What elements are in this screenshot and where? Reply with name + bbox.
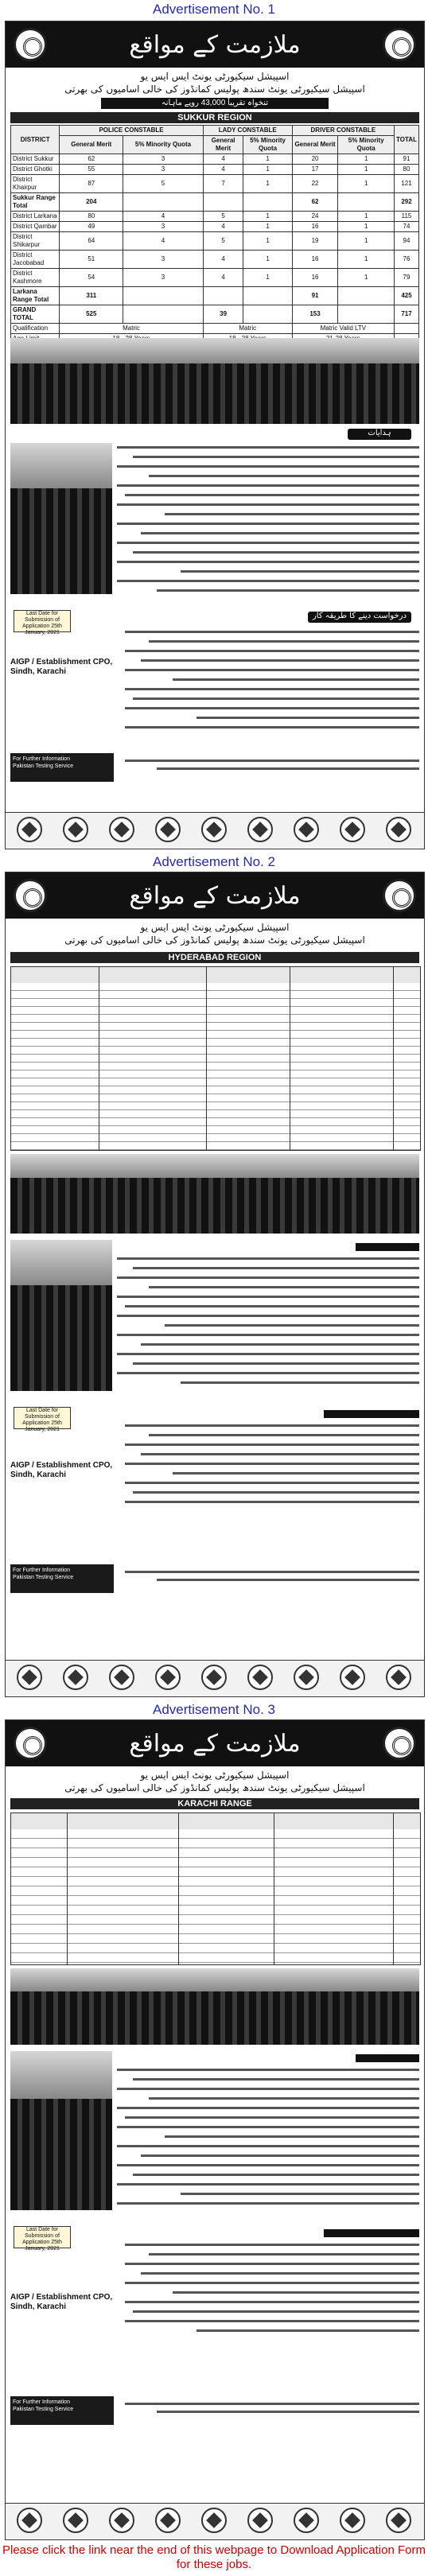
table-cell	[243, 305, 292, 324]
badge-strip	[6, 1660, 424, 1696]
urdu-subtitle-1: اسپیشل سیکیورٹی یونٹ ایس ایس یو	[140, 922, 290, 933]
pts-name: Pakistan Testing Service	[13, 1575, 74, 1580]
badge-icon	[340, 817, 365, 842]
table-cell: 3	[123, 165, 203, 175]
table-cell: 115	[395, 212, 419, 222]
table-cell	[338, 193, 395, 212]
table-cell: 3	[123, 154, 203, 165]
sub-general-merit: General Merit	[292, 136, 338, 154]
table-cell	[338, 287, 395, 305]
table-cell: 7	[203, 175, 243, 193]
table-cell	[203, 287, 243, 305]
table-row	[11, 175, 419, 193]
table-cell	[338, 305, 395, 324]
table-cell: Sukkur Range Total	[11, 193, 60, 212]
badge-icon	[109, 2508, 134, 2533]
table-cell: 204	[60, 193, 123, 212]
pts-name: Pakistan Testing Service	[13, 763, 74, 769]
badge-strip	[6, 2503, 424, 2539]
table-cell: 4	[123, 212, 203, 222]
pts-info	[10, 1564, 114, 1593]
apply-text	[125, 2226, 419, 2353]
banner-title: ملازمت کے مواقع	[129, 881, 301, 910]
table-cell: 4	[203, 222, 243, 232]
table-cell: District Sukkur	[11, 154, 60, 165]
badge-strip	[6, 812, 424, 848]
table-cell: 311	[60, 287, 123, 305]
advertisement-heading-2: Advertisement No. 2	[152, 854, 275, 869]
qualification-driver: Matric Valid LTV	[292, 324, 394, 334]
aigp-label: AIGP / Establishment CPO, Sindh, Karachi	[10, 658, 113, 676]
col-total: TOTAL	[395, 126, 419, 154]
region-title: KARACHI RANGE	[10, 1798, 419, 1809]
table-cell: 62	[60, 154, 123, 165]
table-cell: 62	[292, 193, 338, 212]
last-date-box: Last Date for Submission of Application 25th January, 2021	[14, 2226, 71, 2248]
table-cell: 17	[292, 165, 338, 175]
badge-icon	[155, 2508, 181, 2533]
vacancy-table-image	[10, 966, 421, 1151]
table-cell: 1	[243, 269, 292, 287]
badge-icon	[294, 2508, 319, 2533]
badge-icon	[386, 1665, 411, 1690]
ssu-logo-left	[14, 1727, 47, 1760]
table-row	[11, 287, 419, 305]
table-cell: 1	[243, 212, 292, 222]
badge-icon	[247, 817, 273, 842]
table-cell: 292	[395, 193, 419, 212]
qualification-police: Matric	[60, 324, 203, 334]
badge-icon	[109, 817, 134, 842]
pts-info	[10, 753, 114, 782]
table-cell: 16	[292, 222, 338, 232]
ssu-logo-right	[383, 1727, 416, 1760]
table-row	[11, 222, 419, 232]
pts-title: For Further Information	[13, 2399, 70, 2405]
sub-minority-quota: 5% Minority Quota	[123, 136, 203, 154]
table-cell: District Larkana	[11, 212, 60, 222]
table-cell: 24	[292, 212, 338, 222]
table-row	[11, 165, 419, 175]
table-cell: 1	[243, 175, 292, 193]
table-cell: 1	[338, 165, 395, 175]
table-cell: 153	[292, 305, 338, 324]
instructions-title: ہدایات	[348, 429, 411, 440]
region-title: SUKKUR REGION	[10, 112, 419, 123]
qualification-lady: Matric	[203, 324, 292, 334]
table-cell: 1	[243, 232, 292, 251]
advertisement-2	[5, 872, 425, 1697]
vacancy-table-image	[10, 1813, 421, 1965]
table-cell: 55	[60, 165, 123, 175]
banner-title: ملازمت کے مواقع	[129, 30, 301, 59]
table-cell: 79	[395, 269, 419, 287]
table-cell: 1	[338, 154, 395, 165]
table-cell: 80	[60, 212, 123, 222]
commando-group-photo	[10, 338, 419, 424]
advertisement-heading-3: Advertisement No. 3	[152, 1702, 275, 1717]
table-cell: 1	[338, 175, 395, 193]
ssu-logo-right	[383, 879, 416, 912]
table-cell: 717	[395, 305, 419, 324]
table-cell: 94	[395, 232, 419, 251]
badge-icon	[17, 2508, 42, 2533]
table-cell	[203, 193, 243, 212]
urdu-subtitle-1: اسپیشل سیکیورٹی یونٹ ایس ایس یو	[140, 1770, 290, 1781]
aigp-label: AIGP / Establishment CPO, Sindh, Karachi	[10, 2293, 113, 2311]
instructions-text	[117, 443, 419, 602]
badge-icon	[201, 1665, 227, 1690]
table-cell: 74	[395, 222, 419, 232]
table-cell: 3	[123, 222, 203, 232]
instructions-text	[117, 2051, 419, 2218]
table-cell: 87	[60, 175, 123, 193]
badge-icon	[17, 1665, 42, 1690]
ssu-logo-left	[14, 28, 47, 61]
table-cell: 3	[123, 251, 203, 269]
table-cell: 1	[338, 212, 395, 222]
table-cell: 22	[292, 175, 338, 193]
table-cell: 425	[395, 287, 419, 305]
table-cell: 20	[292, 154, 338, 165]
badge-icon	[247, 1665, 273, 1690]
table-cell: 76	[395, 251, 419, 269]
table-cell: 51	[60, 251, 123, 269]
salary-bar: تنخواہ تقریباً 43,000 روپے ماہانہ	[101, 98, 329, 109]
banner	[6, 872, 424, 919]
table-cell: 1	[243, 251, 292, 269]
table-cell: 16	[292, 251, 338, 269]
pts-address	[125, 2399, 419, 2423]
col-district: DISTRICT	[11, 126, 60, 154]
commando-group-photo	[10, 1154, 419, 1234]
aigp-label: AIGP / Establishment CPO, Sindh, Karachi	[10, 1461, 113, 1479]
table-cell: 4	[123, 232, 203, 251]
urdu-subtitle-1: اسپیشل سیکیورٹی یونٹ ایس ایس یو	[140, 71, 290, 82]
advertisement-heading-1: Advertisement No. 1	[152, 2, 275, 17]
last-date-box: Last Date for Submission of Application 25th January, 2021	[14, 610, 71, 632]
table-cell	[123, 287, 203, 305]
badge-icon	[340, 1665, 365, 1690]
table-cell: District Kashmore	[11, 269, 60, 287]
pts-title: For Further Information	[13, 1568, 70, 1573]
table-cell: 4	[203, 251, 243, 269]
table-cell: 3	[123, 269, 203, 287]
table-row	[11, 232, 419, 251]
col-police-constable: POLICE CONSTABLE	[60, 126, 203, 136]
table-cell: 4	[203, 154, 243, 165]
table-row	[11, 251, 419, 269]
sub-minority-quota: 5% Minority Quota	[243, 136, 292, 154]
table-cell: 4	[203, 269, 243, 287]
commando-side-photo	[10, 443, 112, 594]
badge-icon	[340, 2508, 365, 2533]
urdu-subtitle-2: اسپیشل سیکیورٹی یونٹ سندھ پولیس کمانڈوز کی خالی اسامیوں کی بھرتی	[64, 934, 365, 946]
commando-side-photo	[10, 2051, 112, 2210]
table-cell: 121	[395, 175, 419, 193]
badge-icon	[294, 817, 319, 842]
table-cell: 1	[338, 232, 395, 251]
table-cell: District Ghotki	[11, 165, 60, 175]
banner	[6, 1720, 424, 1766]
table-cell	[243, 193, 292, 212]
table-cell: 1	[338, 269, 395, 287]
table-cell: 1	[338, 222, 395, 232]
sub-general-merit: General Merit	[203, 136, 243, 154]
commando-side-photo	[10, 1240, 112, 1391]
table-row	[11, 193, 419, 212]
table-cell: District Qambar	[11, 222, 60, 232]
badge-icon	[386, 817, 411, 842]
sub-minority-quota: 5% Minority Quota	[338, 136, 395, 154]
table-cell: 64	[60, 232, 123, 251]
apply-title: درخواست دینے کا طریقہ کار	[308, 612, 411, 623]
table-cell: 91	[292, 287, 338, 305]
apply-text	[125, 627, 419, 739]
table-cell: GRAND TOTAL	[11, 305, 60, 324]
advertisement-1	[5, 21, 425, 849]
table-cell: 1	[243, 154, 292, 165]
region-title: HYDERABAD REGION	[10, 952, 419, 963]
table-row	[11, 154, 419, 165]
table-cell: Larkana Range Total	[11, 287, 60, 305]
col-driver-constable: DRIVER CONSTABLE	[292, 126, 394, 136]
table-cell	[123, 305, 203, 324]
badge-icon	[63, 1665, 88, 1690]
badge-icon	[386, 2508, 411, 2533]
badge-icon	[201, 817, 227, 842]
urdu-subtitle-2: اسپیشل سیکیورٹی یونٹ سندھ پولیس کمانڈوز کی خالی اسامیوں کی بھرتی	[64, 84, 365, 95]
qualification-label: Qualification	[11, 324, 60, 334]
banner-title: ملازمت کے مواقع	[129, 1729, 301, 1758]
table-row	[11, 305, 419, 324]
badge-icon	[294, 1665, 319, 1690]
pts-address	[125, 756, 419, 780]
last-date-box: Last Date for Submission of Application 25th January, 2021	[14, 1407, 71, 1429]
table-cell: 19	[292, 232, 338, 251]
badge-icon	[155, 1665, 181, 1690]
table-cell: 49	[60, 222, 123, 232]
table-cell: 5	[203, 232, 243, 251]
table-cell: 39	[203, 305, 243, 324]
table-cell: District Jacobabad	[11, 251, 60, 269]
pts-title: For Further Information	[13, 756, 70, 762]
badge-icon	[201, 2508, 227, 2533]
badge-icon	[155, 817, 181, 842]
table-cell	[243, 287, 292, 305]
ssu-logo-left	[14, 879, 47, 912]
table-cell: 5	[203, 212, 243, 222]
badge-icon	[109, 1665, 134, 1690]
table-cell: 1	[338, 251, 395, 269]
instructions-text	[117, 1240, 419, 1399]
pts-info	[10, 2396, 114, 2425]
table-cell	[123, 193, 203, 212]
apply-text	[125, 1407, 419, 1526]
table-cell: 525	[60, 305, 123, 324]
table-cell: 1	[243, 165, 292, 175]
table-row	[11, 269, 419, 287]
pts-name: Pakistan Testing Service	[13, 2407, 74, 2412]
urdu-subtitle-2: اسپیشل سیکیورٹی یونٹ سندھ پولیس کمانڈوز کی خالی اسامیوں کی بھرتی	[64, 1782, 365, 1793]
table-row	[11, 212, 419, 222]
table-cell: District Khairpur	[11, 175, 60, 193]
col-lady-constable: LADY CONSTABLE	[203, 126, 292, 136]
table-cell: District Shikarpur	[11, 232, 60, 251]
advertisement-3	[5, 1719, 425, 2540]
pts-address	[125, 1568, 419, 1591]
table-cell: 5	[123, 175, 203, 193]
download-note: Please click the link near the end of this webpage to Download Application Form for these jobs.	[2, 2543, 426, 2571]
table-cell: 80	[395, 165, 419, 175]
table-cell: 91	[395, 154, 419, 165]
badge-icon	[63, 817, 88, 842]
sub-general-merit: General Merit	[60, 136, 123, 154]
table-cell: 1	[243, 222, 292, 232]
badge-icon	[17, 817, 42, 842]
commando-group-photo	[10, 1968, 419, 2045]
badge-icon	[247, 2508, 273, 2533]
badge-icon	[63, 2508, 88, 2533]
table-cell: 54	[60, 269, 123, 287]
table-cell: 4	[203, 165, 243, 175]
table-cell: 16	[292, 269, 338, 287]
ssu-logo-right	[383, 28, 416, 61]
banner	[6, 21, 424, 68]
